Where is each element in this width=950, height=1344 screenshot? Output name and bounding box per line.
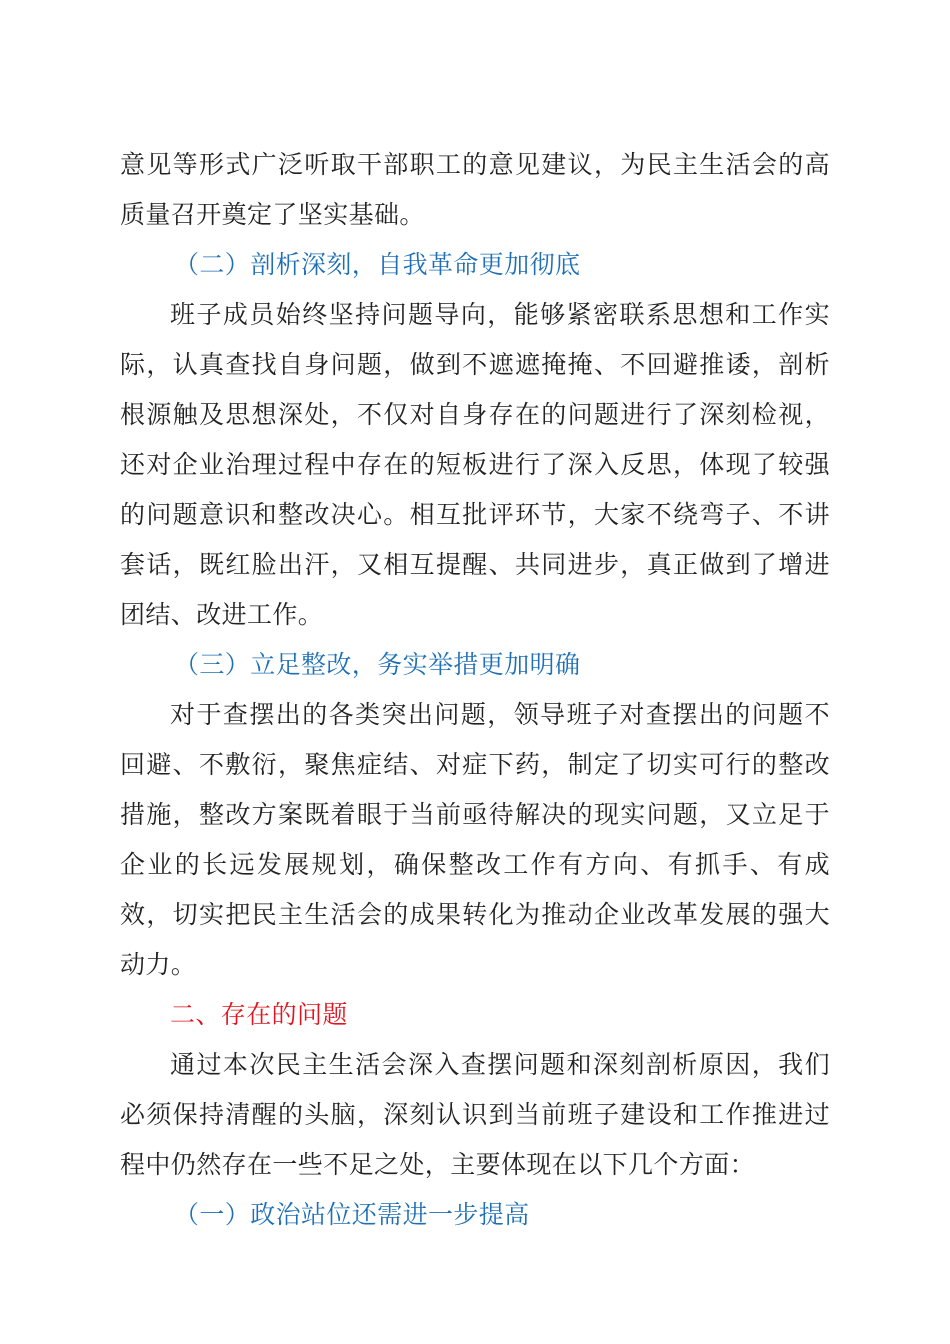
paragraph-self-examination: 班子成员始终坚持问题导向，能够紧密联系思想和工作实际，认真查找自身问题，做到不遮遮掩掩、不回避推诿，剖析根源触及思想深处，不仅对自身存在的问题进行了深刻检视，还对企业治理过程中存在的短板进行了深入反思，体现了较强的问题意识和整改决心。相互批评环节，大家不绕弯子、不讲套话，既红脸出汗，又相互提醒、共同进步，真正做到了增进团结、改进工作。	[120, 300, 830, 629]
paragraph-rectification-measures: 对于查摆出的各类突出问题，领导班子对查摆出的问题不回避、不敷衍，聚焦症结、对症下药，制定了切实可行的整改措施，整改方案既着眼于当前亟待解决的现实问题，又立足于企业的长远发展规划，确保整改工作有方向、有抓手、有成效，切实把民主生活会的成果转化为推动企业改革发展的强大动力。	[120, 700, 830, 979]
subheading-political-stance: （一）政治站位还需进一步提高	[174, 1200, 530, 1229]
paragraph-problems-intro: 通过本次民主生活会深入查摆问题和深刻剖析原因，我们必须保持清醒的头脑，深刻认识到当前班子建设和工作推进过程中仍然存在一些不足之处，主要体现在以下几个方面：	[120, 1050, 830, 1179]
subheading-rectification: （三）立足整改，务实举措更加明确	[174, 650, 581, 679]
paragraph-continuation: 意见等形式广泛听取干部职工的意见建议，为民主生活会的高质量召开奠定了坚实基础。	[120, 150, 830, 229]
section-heading-problems: 二、存在的问题	[170, 1000, 348, 1029]
subheading-analysis: （二）剖析深刻，自我革命更加彻底	[174, 250, 581, 279]
document-page	[120, 140, 830, 1240]
